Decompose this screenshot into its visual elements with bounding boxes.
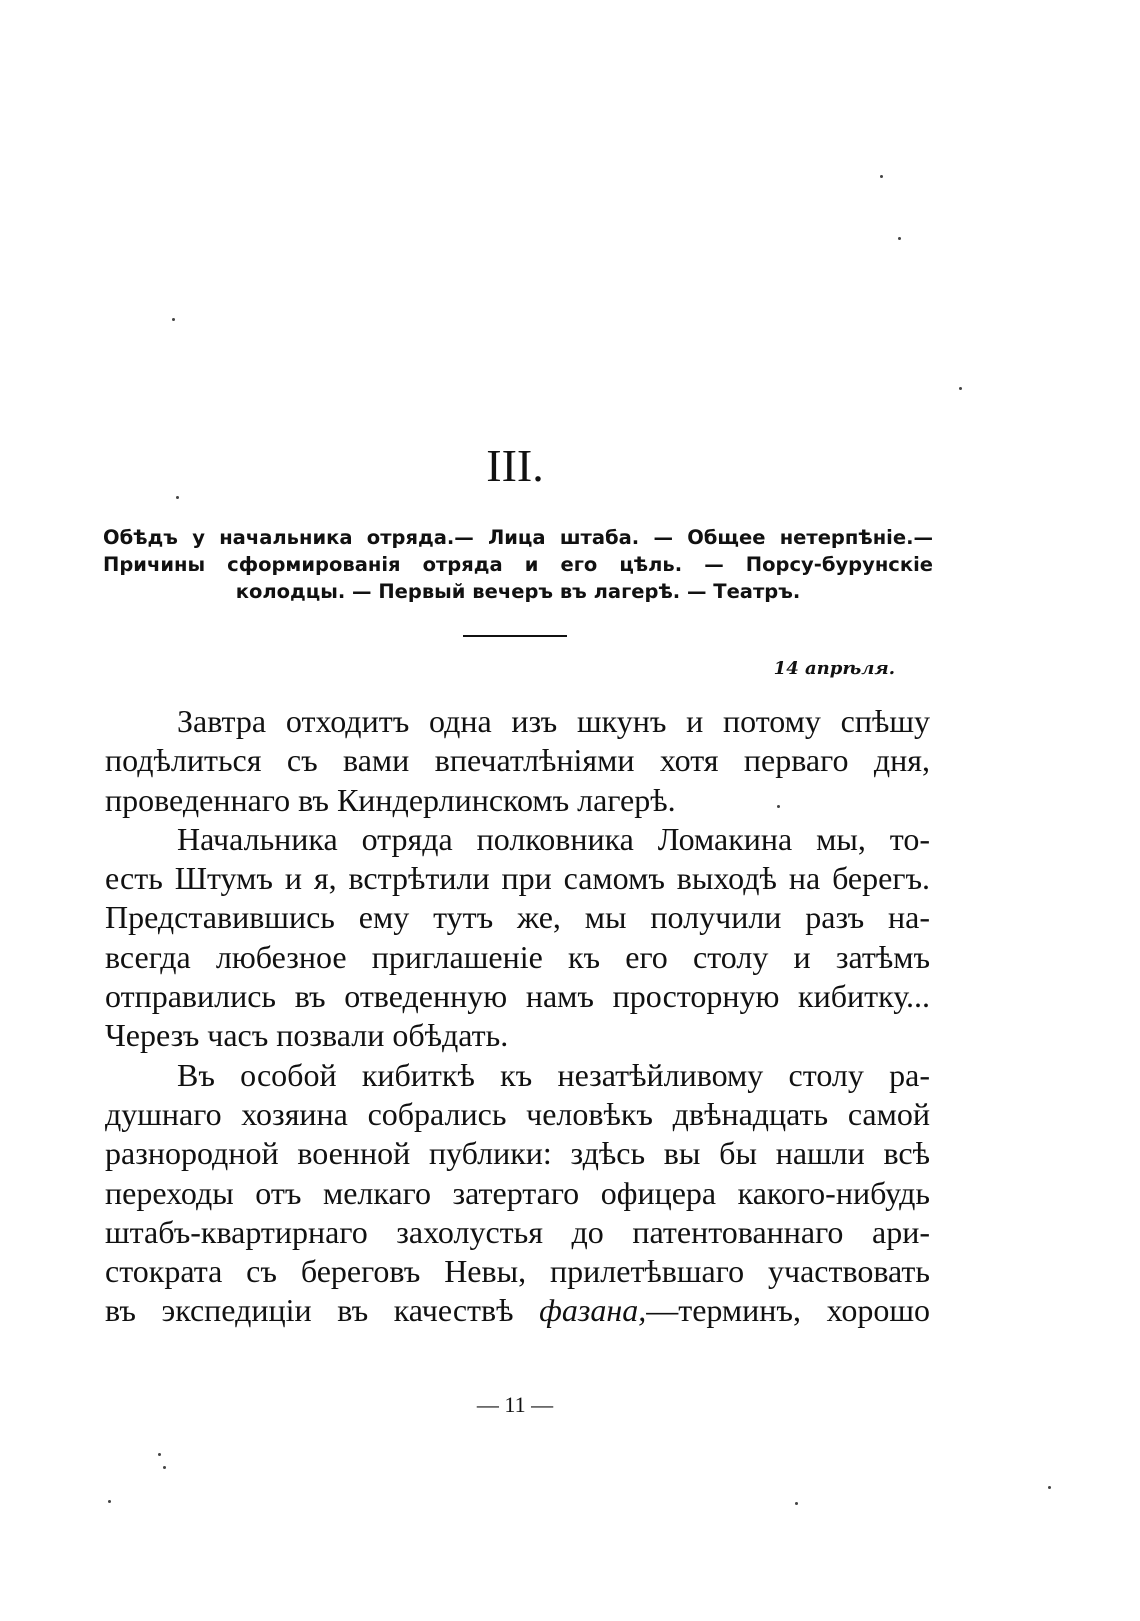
- scan-speck: [158, 1453, 161, 1456]
- summary-line: Причины сформированія отряда и его цѣль. — Порсу-бурунскіе: [103, 553, 933, 576]
- summary-line: Обѣдъ у начальника отряда.— Лица штаба. — Общее нетерпѣніе.—: [103, 526, 933, 549]
- chapter-summary: [103, 524, 933, 605]
- scan-speck: [898, 237, 901, 240]
- text-line: Въ особой кибиткѣ къ незатѣйливому столу ра-: [177, 1056, 930, 1093]
- text-line: Завтра отходитъ одна изъ шкунъ и потому спѣшу: [177, 703, 930, 739]
- scan-speck: [777, 805, 780, 808]
- text-segment: —терминъ, хорошо: [646, 1292, 931, 1329]
- italic-term: фазана,: [539, 1292, 647, 1329]
- text-line: есть Штумъ и я, встрѣтили при самомъ выходѣ на берегъ.: [105, 860, 930, 897]
- scan-speck: [795, 1502, 798, 1505]
- text-line: Начальника отряда полковника Ломакина мы, то-: [177, 820, 930, 857]
- text-line: проведеннаго въ Киндерлинскомъ лагерѣ.: [105, 781, 676, 818]
- text-line: Представившись ему тутъ же, мы получили разъ на-: [105, 899, 930, 936]
- text-line: отправились въ отведенную намъ просторную кибитку...: [105, 978, 930, 1015]
- scan-speck: [172, 318, 175, 321]
- scan-speck: [959, 387, 962, 390]
- text-line: подѣлиться съ вами впечатлѣніями хотя перваго дня,: [105, 742, 930, 779]
- scan-speck: [880, 175, 883, 178]
- text-line: душнаго хозяина собрались человѣкъ двѣнадцать самой: [105, 1095, 930, 1132]
- scan-speck: [176, 496, 179, 499]
- scan-speck: [163, 1466, 166, 1469]
- text-line: Черезъ часъ позвали обѣдать.: [105, 1017, 509, 1054]
- summary-line: колодцы. — Первый вечеръ въ лагерѣ. — Театръ.: [235, 580, 801, 603]
- text-line: переходы отъ мелкаго затертаго офицера какого-нибудь: [105, 1174, 930, 1211]
- text-line: всегда любезное приглашеніе къ его столу и затѣмъ: [105, 938, 930, 975]
- body-text: [105, 702, 930, 1331]
- text-segment: въ экспедиціи въ качествѣ: [105, 1292, 540, 1329]
- text-line-mixed: [105, 1291, 930, 1330]
- chapter-number: III.: [486, 440, 544, 491]
- scan-speck: [1048, 1486, 1051, 1489]
- page-number: — 11 —: [476, 1392, 554, 1417]
- text-line: разнородной военной публики: здѣсь вы бы нашли всѣ: [105, 1135, 930, 1172]
- entry-date: 14 апрѣля.: [773, 658, 895, 679]
- text-line: штабъ-квартирнаго захолустья до патентованнаго ари-: [105, 1213, 930, 1250]
- text-line: стократа съ береговъ Невы, прилетѣвшаго участвовать: [105, 1253, 930, 1290]
- scan-speck: [108, 1500, 111, 1503]
- divider-rule: [463, 635, 567, 637]
